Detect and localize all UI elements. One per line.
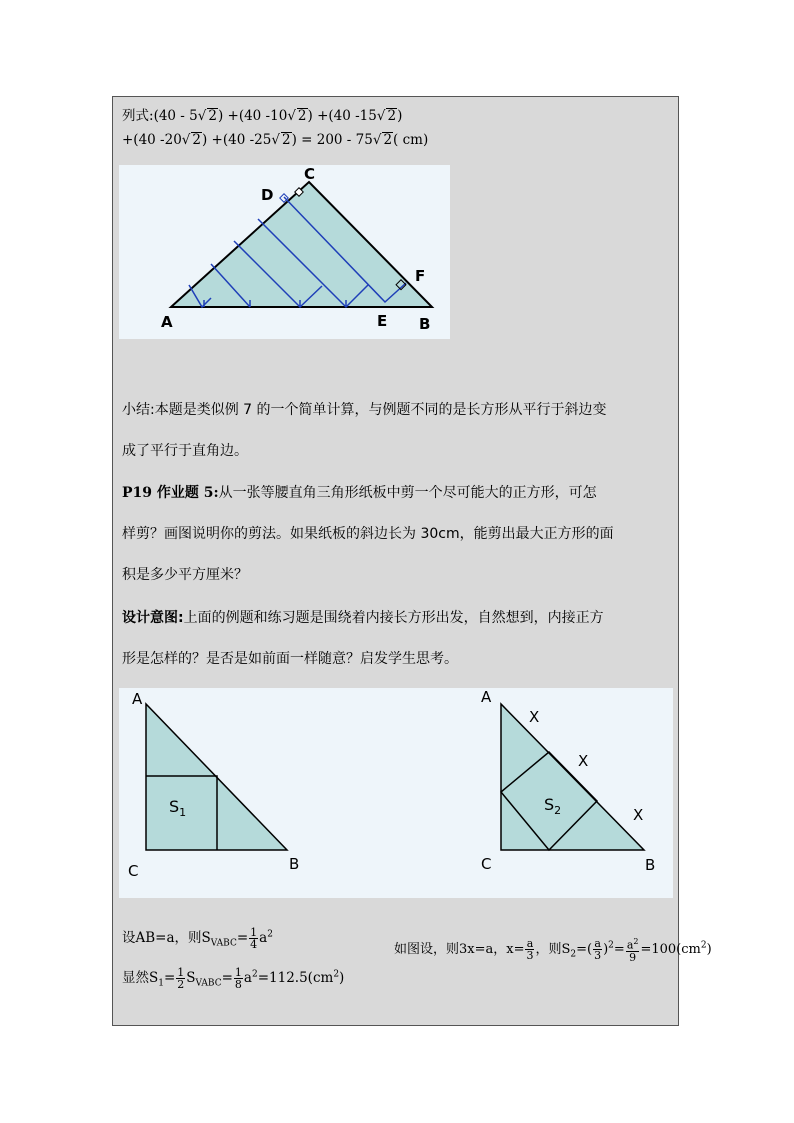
right-label-x2: X xyxy=(578,752,589,770)
figure2-svg xyxy=(119,688,673,898)
label-d: D xyxy=(261,186,274,204)
fraction: $\frac{a}{3}$ xyxy=(594,936,602,962)
right-label-c: C xyxy=(481,855,492,873)
left-label-a: A xyxy=(132,690,143,708)
exercise-label: P19 作业题 5: xyxy=(122,485,219,501)
formula-line-1: 列式:(40 - 5√ 2) +(40 -10√ 2) +(40 -15√ 2) xyxy=(122,108,403,124)
fraction: $\frac{1}{4}$ xyxy=(250,926,258,951)
label-c: C xyxy=(304,165,316,183)
fraction: $\frac{1}{2}$ xyxy=(177,966,185,991)
formula-line-2: +(40 -20√ 2) +(40 -25√ 2) = 200 - 75√ 2( cm) xyxy=(122,132,429,148)
main-triangle xyxy=(171,182,432,307)
figure-two-triangles xyxy=(119,688,673,898)
design-line-1: 设计意图:上面的例题和练习题是围绕着内接长方形出发，自然想到，内接正方 xyxy=(122,610,604,626)
label-b: B xyxy=(419,315,431,333)
left-label-s1: $S_1$ xyxy=(169,797,187,819)
exercise-line-1: P19 作业题 5:从一张等腰直角三角形纸板中剪一个尽可能大的正方形，可怎 xyxy=(122,485,597,501)
label-e: E xyxy=(377,312,388,330)
left-label-c: C xyxy=(128,862,139,880)
summary-line-2: 成了平行于直角边。 xyxy=(122,443,248,459)
fraction: $\frac{1}{8}$ xyxy=(234,966,242,991)
label-f: F xyxy=(415,267,426,285)
solution-left-line-2: 显然$S_1=$ $\frac{1}{2}$ $S_{VABC}=$ $\frac{1}{8}$ $a^2=112.5(cm^2)$ xyxy=(122,966,345,991)
fraction: $\frac{a}{3}$ xyxy=(526,936,534,962)
right-label-b: B xyxy=(645,856,656,874)
summary-line-1: 小结:本题是类似例 7 的一个简单计算，与例题不同的是长方形从平行于斜边变 xyxy=(122,402,607,418)
design-line-2: 形是怎样的？是否是如前面一样随意？启发学生思考。 xyxy=(122,651,458,667)
summary-label: 小结: xyxy=(122,402,155,418)
formula-prefix: 列式: xyxy=(122,108,154,124)
figure-triangle-rectangles xyxy=(119,165,450,339)
fraction: $\frac{a^2}{9}$ xyxy=(626,937,639,964)
right-label-x3: X xyxy=(633,806,644,824)
exercise-line-3: 积是多少平方厘米？ xyxy=(122,567,248,583)
solution-right: 如图设，则3x=a，x= $\frac{a}{3}$ ，则$S_2=$( $\frac{a}{3}$ )$^2$= $\frac{a^2}{9}$ $=100(cm^2)$ xyxy=(394,936,712,964)
right-label-s2: $S_2$ xyxy=(544,795,562,817)
solution-left-line-1: 设AB=a，则$S_{VABC}=$ $\frac{1}{4}$ $a^2$ xyxy=(122,926,273,951)
figure1-svg xyxy=(119,165,450,339)
exercise-line-2: 样剪？画图说明你的剪法。如果纸板的斜边长为 30cm，能剪出最大正方形的面 xyxy=(122,526,614,542)
right-label-a: A xyxy=(481,688,492,706)
design-label: 设计意图: xyxy=(122,610,184,626)
left-label-b: B xyxy=(289,855,300,873)
right-label-x1: X xyxy=(529,708,540,726)
label-a: A xyxy=(161,313,173,331)
